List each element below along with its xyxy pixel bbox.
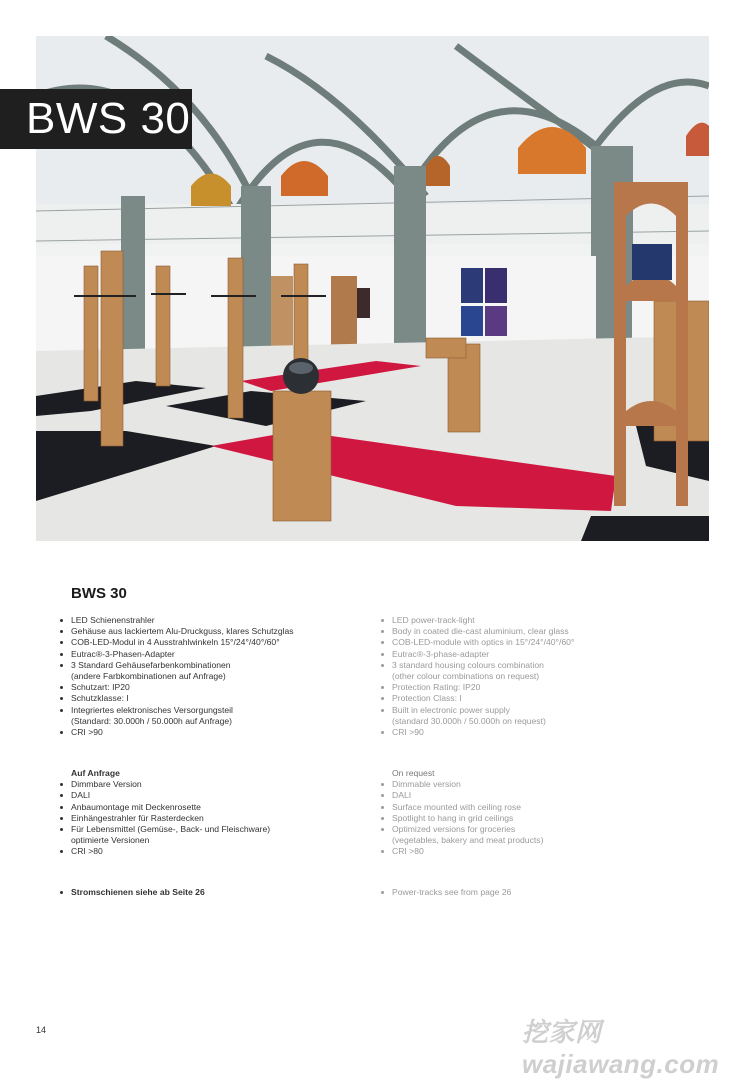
bullet-icon xyxy=(60,806,63,809)
list-item: Integriertes elektronisches Versorgungsteil (Standard: 30.000h / 50.000h auf Anfrage) xyxy=(60,705,360,727)
bullet-icon xyxy=(381,697,384,700)
bullet-icon xyxy=(60,731,63,734)
list-item: Spotlight to hang in grid ceilings xyxy=(381,813,681,824)
list-item: Schutzart: IP20 xyxy=(60,682,360,693)
list-item: 3 standard housing colours combination (other colour combinations on request) xyxy=(381,660,681,682)
list-item: Für Lebensmittel (Gemüse-, Back- und Fleischware) optimierte Versionen xyxy=(60,824,360,846)
bullet-icon xyxy=(381,783,384,786)
list-item: Power-tracks see from page 26 xyxy=(381,887,681,898)
list-item: LED power-track-light xyxy=(381,615,681,626)
list-item: Eutrac®-3-phase-adapter xyxy=(381,649,681,660)
list-item: Protection Class: I xyxy=(381,693,681,704)
list-item: Stromschienen siehe ab Seite 26 xyxy=(60,887,360,898)
bullet-icon xyxy=(381,850,384,853)
list-item: Schutzklasse: I xyxy=(60,693,360,704)
english-note xyxy=(381,887,681,898)
bullet-icon xyxy=(381,731,384,734)
list-item: Built in electronic power supply (standard 30.000h / 50.000h on request) xyxy=(381,705,681,727)
page-number: 14 xyxy=(36,1025,47,1035)
list-item: Surface mounted with ceiling rose xyxy=(381,802,681,813)
list-item: CRI >80 xyxy=(60,846,360,857)
bullet-icon xyxy=(60,630,63,633)
list-item: LED Schienenstrahler xyxy=(60,615,360,626)
bullet-icon xyxy=(60,850,63,853)
german-on-request xyxy=(60,768,360,858)
bullet-icon xyxy=(60,641,63,644)
bullet-icon xyxy=(60,891,63,894)
bullet-icon xyxy=(381,653,384,656)
watermark: 挖家网 wajiawang.com xyxy=(522,1017,720,1079)
list-item: Protection Rating: IP20 xyxy=(381,682,681,693)
bullet-icon xyxy=(60,686,63,689)
list-item: CRI >90 xyxy=(60,727,360,738)
list-item: Anbaumontage mit Deckenrosette xyxy=(60,802,360,813)
bullet-icon xyxy=(60,619,63,622)
german-feature-list xyxy=(60,615,360,738)
bullet-icon xyxy=(60,817,63,820)
bullet-icon xyxy=(60,664,63,667)
english-on-request-list xyxy=(381,779,681,857)
bullet-icon xyxy=(381,817,384,820)
bullet-icon xyxy=(60,783,63,786)
bullet-icon xyxy=(60,828,63,831)
bullet-icon xyxy=(381,664,384,667)
bullet-icon xyxy=(381,709,384,712)
bullet-icon xyxy=(60,709,63,712)
list-item: 3 Standard Gehäusefarbenkombinationen (andere Farbkombinationen auf Anfrage) xyxy=(60,660,360,682)
list-item: Dimmbare Version xyxy=(60,779,360,790)
english-feature-list xyxy=(381,615,681,738)
bullet-icon xyxy=(381,828,384,831)
bullet-icon xyxy=(381,641,384,644)
bullet-icon xyxy=(381,619,384,622)
bullet-icon xyxy=(381,630,384,633)
bullet-icon xyxy=(381,891,384,894)
list-item: Einhängestrahler für Rasterdecken xyxy=(60,813,360,824)
bullet-icon xyxy=(381,806,384,809)
list-item: Optimized versions for groceries (vegetables, bakery and meat products) xyxy=(381,824,681,846)
bullet-icon xyxy=(60,653,63,656)
on-request-heading: Auf Anfrage xyxy=(71,768,120,778)
bullet-icon xyxy=(381,686,384,689)
list-item: DALI xyxy=(60,790,360,801)
english-on-request xyxy=(381,768,681,858)
english-features xyxy=(381,615,681,738)
bullet-icon xyxy=(60,697,63,700)
list-item: Gehäuse aus lackiertem Alu-Druckguss, klares Schutzglas xyxy=(60,626,360,637)
list-item: Body in coated die-cast aluminium, clear glass xyxy=(381,626,681,637)
list-item: COB-LED-module with optics in 15°/24°/40°/60° xyxy=(381,637,681,648)
bullet-icon xyxy=(381,794,384,797)
list-item: CRI >80 xyxy=(381,846,681,857)
list-item: DALI xyxy=(381,790,681,801)
german-note xyxy=(60,887,360,898)
list-item: Eutrac®-3-Phasen-Adapter xyxy=(60,649,360,660)
german-on-request-list xyxy=(60,779,360,857)
list-item: COB-LED-Modul in 4 Ausstrahlwinkeln 15°/24°/40°/60° xyxy=(60,637,360,648)
product-heading: BWS 30 xyxy=(71,585,127,602)
list-item: Dimmable version xyxy=(381,779,681,790)
on-request-heading: On request xyxy=(392,768,435,778)
german-features xyxy=(60,615,360,738)
list-item: CRI >90 xyxy=(381,727,681,738)
page-title-banner: BWS 30 xyxy=(0,89,192,149)
bullet-icon xyxy=(60,794,63,797)
